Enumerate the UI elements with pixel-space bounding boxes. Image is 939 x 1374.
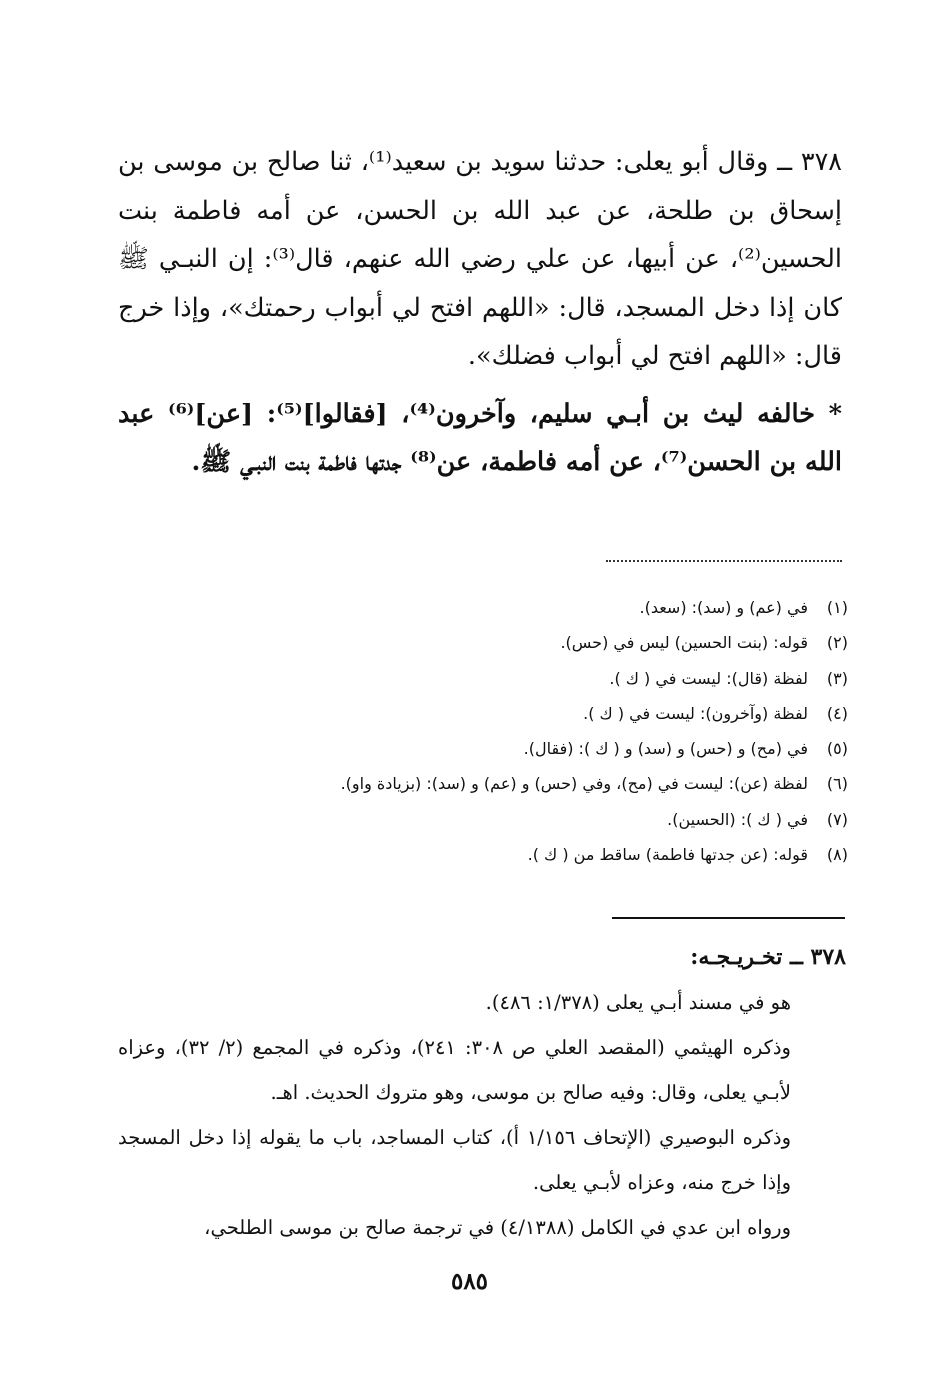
footnote-item <box>180 802 848 837</box>
takhrij-section <box>118 935 846 1250</box>
takhrij-line: هو في مسند أبـي يعلى (١/٣٧٨: ٤٨٦). <box>485 991 791 1014</box>
footnote-item <box>180 766 848 801</box>
footnote-number: (٥) <box>826 739 848 759</box>
takhrij-line: وذكره البوصيري (الإتحاف ١/١٥٦ أ)، كتاب المساجد، باب ما يقوله إذا دخل المسجد وإذا خرج منه، وعزاه لأبـي يعلى. <box>118 1126 791 1194</box>
footnote-separator <box>606 560 842 572</box>
footnote-text: في ( ك ): (الحسين). <box>667 809 808 829</box>
footnote-number: (٧) <box>826 809 848 829</box>
footnote-item <box>180 590 848 625</box>
footnote-text: قوله: (عن جدتها فاطمة) ساقط من ( ك ). <box>527 845 808 865</box>
footnote-number: (٨) <box>826 845 848 865</box>
footnotes-list <box>180 590 848 872</box>
footnote-item <box>180 625 848 660</box>
page-number: ٥٨٥ <box>450 1268 489 1295</box>
takhrij-line: وذكره الهيثمي (المقصد العلي ص ٣٠٨: ٢٤١)، وذكره في المجمع (٢/ ٣٢)، وعزاه لأبـي يعلى، وقال: وفيه صالح بن موسى، وهو متروك الحديث. اهـ. <box>118 1036 791 1104</box>
hadith-text <box>118 138 842 487</box>
footnote-text: قوله: (بنت الحسين) ليس في (حس). <box>560 633 808 653</box>
takhrij-separator <box>612 917 845 919</box>
footnote-number: (٤) <box>826 703 848 723</box>
takhrij-heading: ٣٧٨ ــ تخـريـجـه: <box>690 944 846 970</box>
discrepancy-paragraph: * خالفه ليث بن أبـي سليم، وآخرون⁽⁴⁾، [فقالوا]⁽⁵⁾: [عن]⁽⁶⁾ عبد الله بن الحسن⁽⁷⁾، عن أمه فاطمة، عن⁽⁸⁾ جدتها فاطمة بنت النبـي ﷺ. <box>118 398 843 477</box>
footnote-number: (٢) <box>826 633 848 653</box>
footnote-item <box>180 661 848 696</box>
hadith-paragraph: ٣٧٨ ــ وقال أبو يعلى: حدثنا سويد بن سعيد⁽¹⁾، ثنا صالح بن موسى بن إسحاق بن طلحة، عن عبد الله بن الحسن، عن أمه فاطمة بنت الحسين⁽²⁾، عن أبيها، عن علي رضي الله عنهم، قال⁽³⁾: إن النبـي ﷺ كان إذا دخل المسجد، قال: «اللهم افتح لي أبواب رحمتك»، وإذا خرج قال: «اللهم افتح لي أبواب فضلك». <box>118 147 842 371</box>
footnote-text: لفظة (قال): ليست في ( ك ). <box>609 668 808 688</box>
takhrij-line: ورواه ابن عدي في الكامل (٤/١٣٨٨) في ترجمة صالح بن موسى الطلحي، <box>204 1216 791 1239</box>
footnote-number: (٦) <box>826 774 848 794</box>
footnote-text: في (عم) و (سد): (سعد). <box>639 598 808 617</box>
footnote-number: (١) <box>826 598 848 617</box>
footnote-text: في (مح) و (حس) و (سد) و ( ك ): (فقال). <box>523 739 808 759</box>
footnote-item <box>180 731 848 766</box>
footnote-number: (٣) <box>826 668 848 688</box>
footnote-text: لفظة (عن): ليست في (مح)، وفي (حس) و (عم) و (سد): (بزيادة واو). <box>340 774 808 794</box>
footnote-text: لفظة (وآخرون): ليست في ( ك ). <box>583 703 808 723</box>
footnote-item <box>180 696 848 731</box>
footnote-item <box>180 837 848 872</box>
